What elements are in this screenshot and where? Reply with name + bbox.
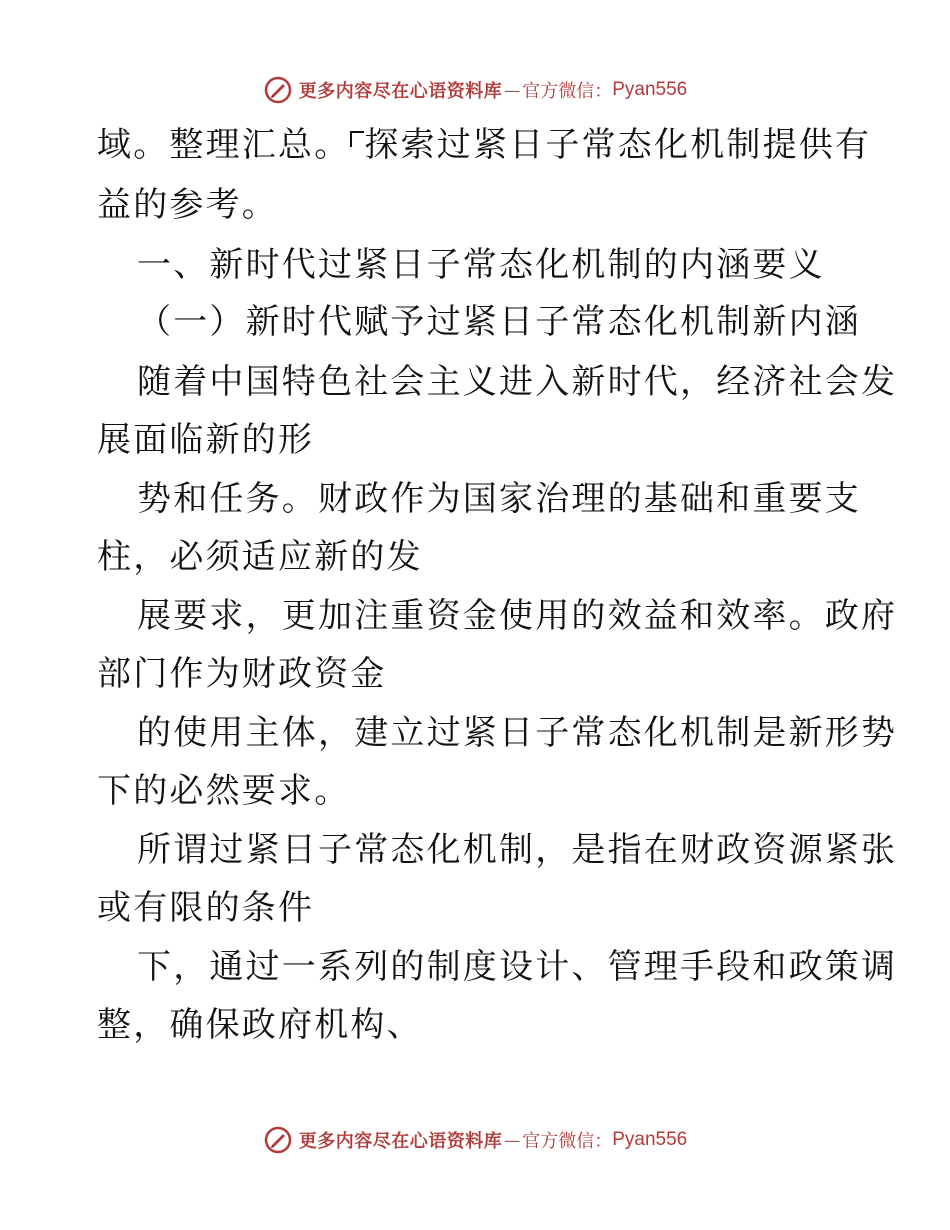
footer-site-text: 更多内容尽在心语资料库	[298, 1131, 503, 1152]
header-separator: —	[504, 80, 521, 100]
footer-wechat-id: Pyan556	[612, 1129, 688, 1150]
body-line-15: 下，通过一系列的制度设计、管理手段和政策调	[137, 947, 898, 987]
header-wechat-id: Pyan556	[612, 79, 688, 100]
pen-logo-icon	[263, 75, 293, 105]
body-line-13: 所谓过紧日子常态化机制，是指在财政资源紧张	[137, 830, 898, 870]
body-line-5: 随着中国特色社会主义进入新时代，经济社会发	[137, 362, 898, 402]
body-line-7: 势和任务。财政作为国家治理的基础和重要支	[137, 479, 861, 519]
body-line-1-start: 域。整理汇总。	[97, 125, 351, 165]
footer-separator: —	[504, 1130, 521, 1150]
section-heading-1: 一、新时代过紧日子常态化机制的内涵要义	[137, 245, 825, 285]
text-cursor-icon	[350, 131, 364, 147]
body-line-6: 展面临新的形	[97, 420, 315, 460]
body-line-1	[97, 125, 871, 165]
header-banner	[0, 70, 950, 110]
body-line-1-end: 探索过紧日子常态化机制提供有	[364, 125, 872, 165]
pen-logo-icon	[263, 1125, 293, 1155]
body-line-12: 下的必然要求。	[97, 771, 351, 811]
footer-banner	[0, 1120, 950, 1160]
subsection-heading-1: （一）新时代赋予过紧日子常态化机制新内涵	[137, 302, 861, 342]
footer-wechat-label: 官方微信：	[522, 1131, 613, 1152]
body-line-2: 益的参考。	[97, 185, 278, 225]
body-line-10: 部门作为财政资金	[97, 654, 387, 694]
body-line-11: 的使用主体，建立过紧日子常态化机制是新形势	[137, 713, 898, 753]
body-line-8: 柱，必须适应新的发	[97, 537, 423, 577]
body-line-16: 整，确保政府机构、	[97, 1005, 423, 1045]
header-site-text: 更多内容尽在心语资料库	[298, 81, 503, 102]
header-wechat-label: 官方微信：	[522, 81, 613, 102]
body-line-14: 或有限的条件	[97, 888, 315, 928]
body-line-9: 展要求，更加注重资金使用的效益和效率。政府	[137, 596, 898, 636]
